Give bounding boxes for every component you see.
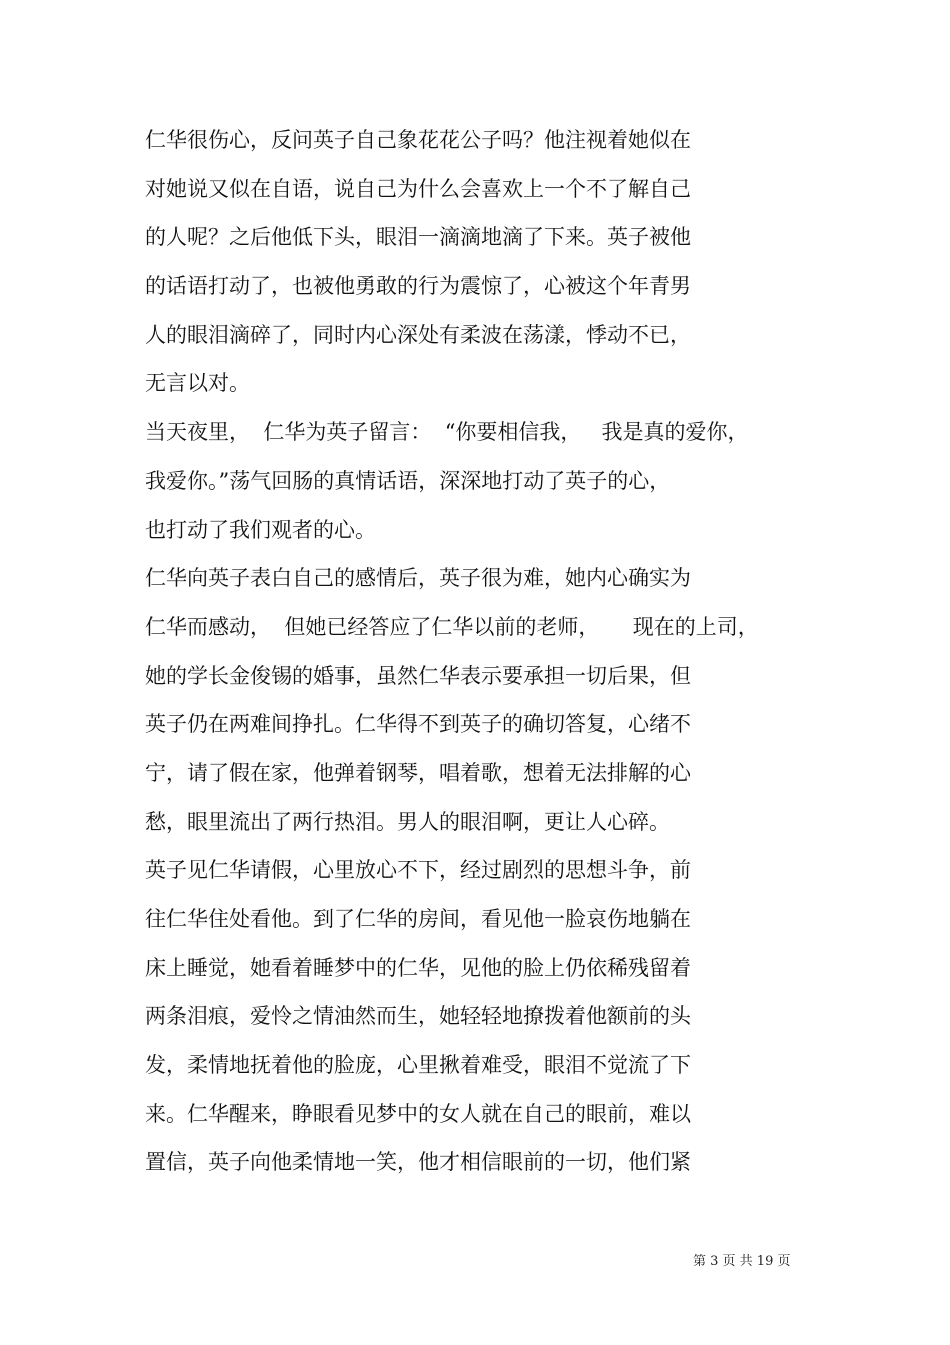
text-line: 往仁华住处看他。到了仁华的房间，看见他一脸哀伤地躺在	[145, 907, 691, 931]
text-line: 宁，请了假在家，他弹着钢琴，唱着歌，想着无法排解的心	[145, 760, 691, 785]
text-line: 对她说又似在自语，说自己为什么会喜欢上一个不了解自己	[145, 176, 691, 201]
text-line: 仁华很伤心，反问英子自己象花花公子吗？他注视着她似在	[145, 128, 691, 152]
text-line: 我爱你。”荡气回肠的真情话语，深深地打动了英子的心，	[145, 468, 671, 493]
text-line: 两条泪痕，爱怜之情油然而生，她轻轻地撩拨着他额前的头	[145, 1004, 691, 1029]
text-line: 的话语打动了，也被他勇敢的行为震惊了，心被这个年青男	[145, 274, 691, 299]
text-line: 的人呢？之后他低下头，眼泪一滴滴地滴了下来。英子被他	[145, 225, 691, 250]
text-line: 床上睡觉，她看着睡梦中的仁华，见他的脸上仍依稀残留着	[145, 955, 691, 980]
page-number-footer: 第 3 页 共 19 页	[693, 1254, 791, 1269]
text-line: 她的学长金俊锡的婚事，虽然仁华表示要承担一切后果，但	[145, 663, 691, 688]
text-line: 仁华向英子表白自己的感情后，英子很为难，她内心确实为	[145, 566, 691, 591]
text-line: 无言以对。	[145, 371, 250, 396]
text-line: 英子见仁华请假，心里放心不下，经过剧烈的思想斗争，前	[145, 858, 691, 883]
text-line: 英子仍在两难间挣扎。仁华得不到英子的确切答复，心绪不	[145, 712, 691, 737]
text-line: 仁华而感动， 但她已经答应了仁华以前的老师， 现在的上司，	[145, 614, 759, 639]
text-line: 置信，英子向他柔情地一笑，他才相信眼前的一切，他们紧	[145, 1150, 691, 1175]
text-line: 人的眼泪滴碎了，同时内心深处有柔波在荡漾，悸动不已，	[145, 322, 691, 347]
text-line: 愁，眼里流出了两行热泪。男人的眼泪啊，更让人心碎。	[145, 809, 670, 834]
text-line: 来。仁华醒来，睁眼看见梦中的女人就在自己的眼前，难以	[145, 1101, 691, 1126]
text-line: 也打动了我们观者的心。	[145, 517, 376, 542]
text-line: 发，柔情地抚着他的脸庞，心里揪着难受，眼泪不觉流了下	[145, 1053, 691, 1078]
text-line: 当天夜里， 仁华为英子留言： “你要相信我， 我是真的爱你，	[145, 420, 749, 445]
body-text	[145, 122, 825, 1193]
